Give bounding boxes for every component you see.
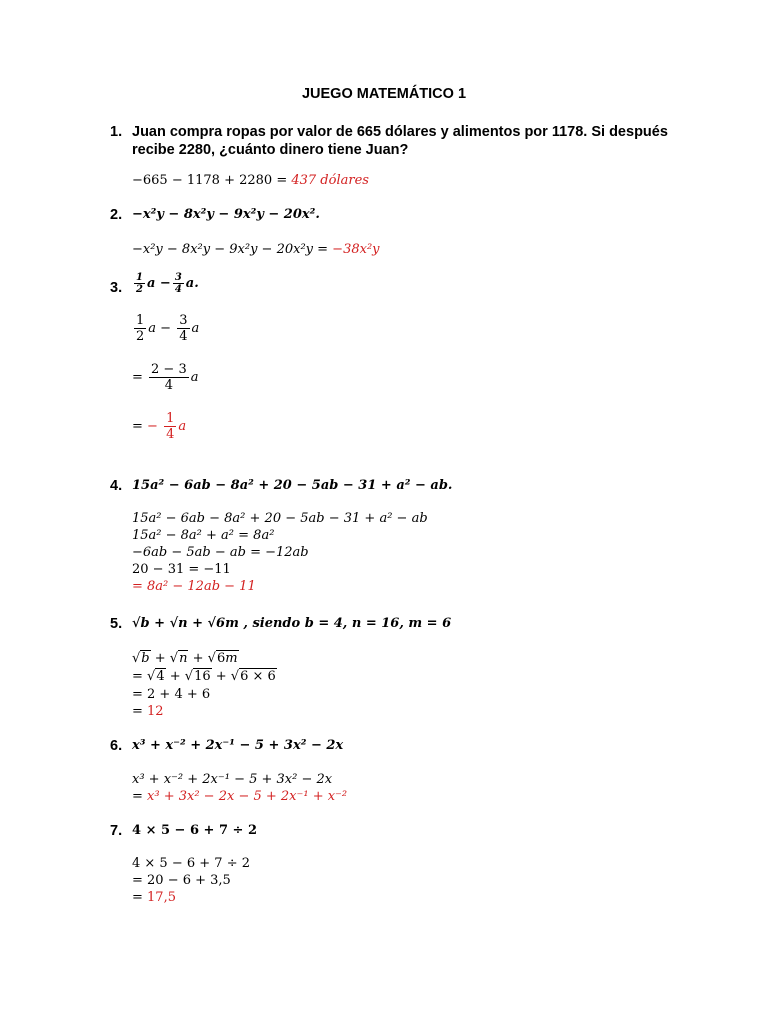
question-2-work [132,242,380,258]
q7-line-2: = 20 − 6 + 3,5 [132,873,231,888]
q2-answer: −38x²y [332,242,380,257]
q3-answer-fraction: $\frac{1}{4}$ [166,411,175,442]
question-5-number: 5. [110,616,123,632]
q6-work: x³ + x⁻² + 2x⁻¹ − 5 + 3x² − 2x [132,772,333,787]
q6-answer: x³ + 3x² − 2x − 5 + 2x⁻¹ + x⁻² [147,789,348,804]
q3-step-2-fraction: $\frac{2 - 3}{4}$ [151,362,187,393]
q4-answer: = 8a² − 12ab − 11 [132,579,256,594]
q7-answer: 17,5 [147,890,176,905]
q4-line-1: 15a² − 6ab − 8a² + 20 − 5ab − 31 + a² − ab [132,511,428,526]
question-2-number: 2. [110,207,123,223]
q3-step-2: = $\frac{2 - 3}{4}$ a [132,362,199,393]
q4-line-2: 15a² − 8a² + a² = 8a² [132,528,275,543]
q7-answer-line: = 17,5 [132,890,176,905]
question-6-number: 6. [110,738,123,754]
question-6-prompt: x³ + x⁻² + 2x⁻¹ − 5 + 3x² − 2x [132,738,344,753]
question-1-text: Juan compra ropas por valor de 665 dólares y alimentos por 1178. Si después recibe 2280, ¿cuánto dinero tiene Juan? [132,124,668,158]
q1-answer: 437 dólares [291,173,369,188]
question-1-work [132,173,369,189]
question-3-number: 3. [110,280,123,296]
question-5-prompt: √b + √n + √6m , siendo b = 4, n = 16, m = 6 [132,616,452,631]
q5-line-1: √b + √n + √6m [132,651,238,666]
page-title: JUEGO MATEMÁTICO 1 [301,86,467,102]
q2-expression: −x²y − 8x²y − 9x²y − 20x²y = [132,242,329,257]
q3-step-1: $\frac{1}{2}$ a − $\frac{3}{4}$ a [136,313,200,344]
q3-prompt-fraction-half: $\frac{1}{2}$ [136,272,143,295]
q4-line-4: 20 − 31 = −11 [132,562,231,577]
question-2-prompt: −x²y − 8x²y − 9x²y − 20x². [132,207,320,222]
q6-answer-line: = x³ + 3x² − 2x − 5 + 2x⁻¹ + x⁻² [132,789,348,804]
question-7-number: 7. [110,823,123,839]
q5-answer: 12 [147,704,164,719]
q5-answer-line: = 12 [132,704,164,719]
q3-answer: = − $\frac{1}{4}$ a [132,411,187,442]
q3-fraction-half: $\frac{1}{2}$ [136,313,145,344]
question-4-prompt: 15a² − 6ab − 8a² + 20 − 5ab − 31 + a² − ab. [132,478,453,493]
question-3-prompt: $\frac{1}{2}$ a − $\frac{3}{4}$ a. [136,272,199,295]
question-7-prompt: 4 × 5 − 6 + 7 ÷ 2 [132,823,258,838]
question-1-number: 1. [110,124,123,140]
q3-prompt-fraction-three-quarters: $\frac{3}{4}$ [174,272,182,295]
q4-line-3: −6ab − 5ab − ab = −12ab [132,545,309,560]
q1-expression: −665 − 1178 + 2280 = [132,173,288,188]
q5-line-2: = √4 + √16 + √6 × 6 [132,669,276,684]
q3-fraction-three-quarters: $\frac{3}{4}$ [179,313,188,344]
q5-line-3: = 2 + 4 + 6 [132,687,211,702]
q7-line-1: 4 × 5 − 6 + 7 ÷ 2 [132,856,250,871]
question-4-number: 4. [110,478,123,494]
